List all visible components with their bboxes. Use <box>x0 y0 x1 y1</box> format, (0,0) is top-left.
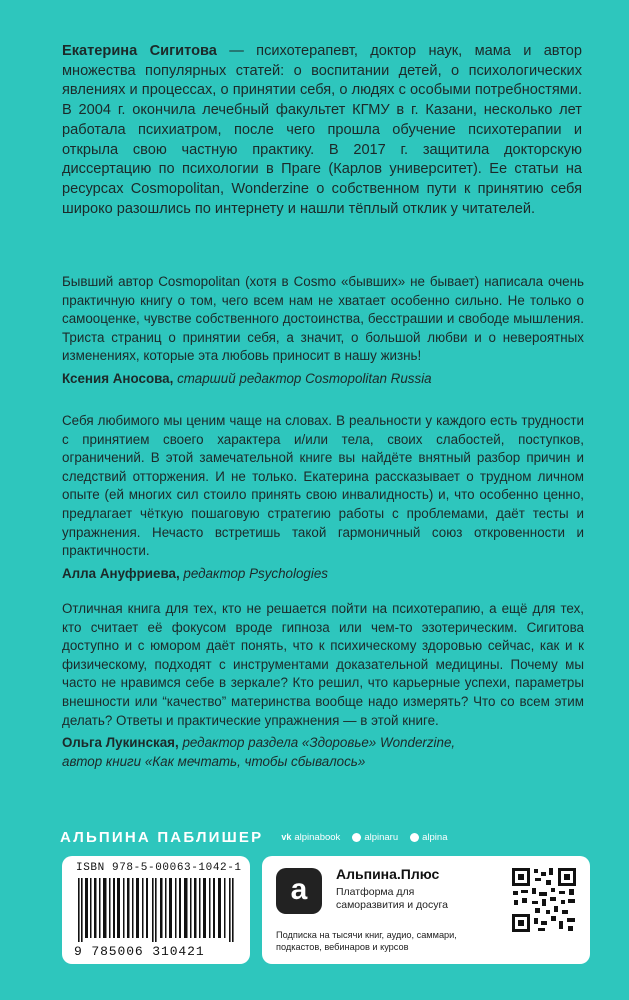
vk-icon: vk <box>281 832 292 842</box>
reviewer-role: редактор раздела «Здоровье» Wonderzine, <box>178 735 456 751</box>
review-signature <box>62 370 584 389</box>
publisher-row <box>60 827 590 847</box>
review-text: Себя любимого мы ценим чаще на словах. В реальности у каждого есть трудности с принятием своего характера и/или тела, своих слабостей, поступков, ограничений. В этой замечательной книге вы найдёте внятный разбор причин и следствий отторжения. И не только. Екатерина рассказывает о трудном личном опыте (ей многих сил стоило принять свою инвалидность) и, что особенно ценно, предлагает чёткую пошаговую стратегию работы с проблемами, даёт тесты и упражнения. Нечасто встретишь такой гармоничный союз откровенности и практичности. <box>62 413 584 559</box>
reviewer-role: старший редактор Cosmopolitan Russia <box>173 370 432 386</box>
alpina-plus-title: Альпина.Плюс <box>336 866 440 882</box>
review-text: Отличная книга для тех, кто не решается пойти на психотерапию, а ещё для тех, кто считает её фокусом вроде гипноза или чем-то эзотерическим. Сигитова доступно и с юмором даёт понять, что к психическому здоровью сейчас, как и к физическому, подходят с инструментами доказательной медицины. Почему мы часто не нравимся себе в зеркале? Кто решил, что карьерные успехи, параметры внешности или “качество” материнства вообще надо измерять? Что со всем этим делать? Ответы и практические упражнения — в этой книге. <box>62 601 584 728</box>
vk-link[interactable] <box>281 832 340 843</box>
alpina-plus-description: Платформа для саморазвития и досуга <box>336 886 448 911</box>
isbn-text: ISBN 978-5-00063-1042-1 <box>76 862 242 874</box>
publisher-logo: АЛЬПИНА ПАБЛИШЕР <box>60 828 264 846</box>
reviewer-role-2: автор книги «Как мечтать, чтобы сбывалось» <box>62 753 366 769</box>
author-name: Екатерина Сигитова <box>62 43 217 59</box>
barcode-number: 9 785006 310421 <box>74 944 205 959</box>
ok-link[interactable] <box>410 832 447 843</box>
review-1 <box>62 273 584 389</box>
alpina-plus-box <box>262 856 590 964</box>
ok-icon <box>410 833 419 842</box>
review-text: Бывший автор Cosmopolitan (хотя в Cosmo «бывших» не бывает) написала очень практичную книгу о том, чего всем нам не хватает особенно сильно. Не только о самооценке, чувстве собственного достоинства, бесстрашии и свободе мышления. Триста страниц о принятии себя, а значит, о большой любви и о невероятных изменениях, которые эта любовь приносит в нашу жизнь! <box>62 274 584 364</box>
bio-text: — психотерапевт, доктор наук, мама и автор множества популярных статей: о воспитании детей, о психологических явлениях и процессах, о принятии себя, о людях с особыми потребностями. В 2004 г. окончила лечебный факультет КГМУ в г. Казани, несколько лет работала психиатром, после чего прошла обучение психотерапии и открыла свою частную практику. В 2017 г. защитила докторскую диссертацию по психологии в Праге (Карлов университет). Ее статьи на ресурсах Cosmopolitan, Wonderzine о собственном пути к принятию себя широко разошлись по интернету и нашли тёплый отклик у читателей. <box>62 43 582 217</box>
barcode-bars <box>76 878 236 942</box>
review-3 <box>62 600 584 771</box>
ok-handle: alpina <box>422 831 448 843</box>
review-2 <box>62 412 584 583</box>
alpina-plus-note: Подписка на тысячи книг, аудио, саммари, подкастов, вебинаров и курсов <box>276 930 457 952</box>
author-bio <box>62 42 582 219</box>
qr-code-icon[interactable] <box>510 866 578 934</box>
barcode-box <box>62 856 250 964</box>
alpina-plus-logo: a <box>276 868 322 914</box>
reviewer-name: Алла Ануфриева, <box>62 565 180 581</box>
instagram-icon <box>352 833 361 842</box>
reviewer-name: Ольга Лукинская, <box>62 735 179 751</box>
review-signature <box>62 734 584 771</box>
review-signature <box>62 565 584 584</box>
reviewer-role: редактор Psychologies <box>179 565 328 581</box>
instagram-handle: alpinaru <box>364 831 399 843</box>
reviewer-name: Ксения Аносова, <box>62 370 174 386</box>
vk-handle: alpinabook <box>294 831 341 843</box>
instagram-link[interactable] <box>352 832 398 843</box>
